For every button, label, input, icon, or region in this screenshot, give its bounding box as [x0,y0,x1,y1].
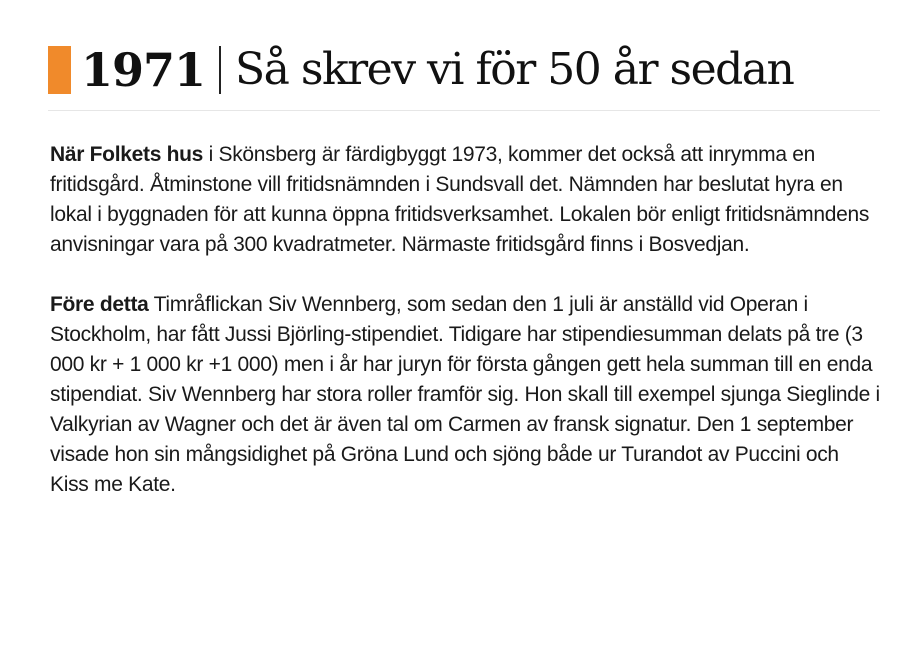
paragraph-lead: Före detta [50,293,149,316]
header-rule [48,110,880,111]
column-header [48,38,878,102]
paragraph-siv-wennberg [50,290,880,500]
accent-bar [48,46,71,94]
paragraph-lead: När Folkets hus [50,143,204,166]
year-label: 1971 [81,43,206,97]
paragraph-text: Timråflickan Siv Wennberg, som sedan den 1 juli är anställd vid Operan i Stockholm, har fått Jussi Björling-stipendiet. Tidigare har stipendiesumman delats på tre (3 000 kr + 1 000 kr +1 000) men i år har juryn för första gången gett hela summan till en enda stipendiat. Siv Wennberg har stora roller framför sig. Hon skall till exempel sjunga Sieglinde i Valkyrian av Wagner och det är även tal om Carmen av fransk signatur. Den 1 september visade hon sin mångsidighet på Gröna Lund och sjöng både ur Turandot av Puccini och Kiss me Kate. [50,293,880,496]
header-divider [219,46,221,94]
page-title: Så skrev vi för 50 år sedan [235,44,794,95]
paragraph-folkets-hus [50,140,880,260]
paragraph-text: i Skönsberg är färdigbyggt 1973, kommer det också att inrymma en fritidsgård. Åtminstone vill fritidsnämnden i Sundsvall det. Nämnden har beslutat hyra en lokal i byggnaden för att kunna öppna fritidsverksamhet. Lokalen bör enligt fritidsnämndens anvisningar vara på 300 kvadratmeter. Närmaste fritidsgård finns i Bosvedjan. [50,143,870,256]
article-body [50,140,880,530]
